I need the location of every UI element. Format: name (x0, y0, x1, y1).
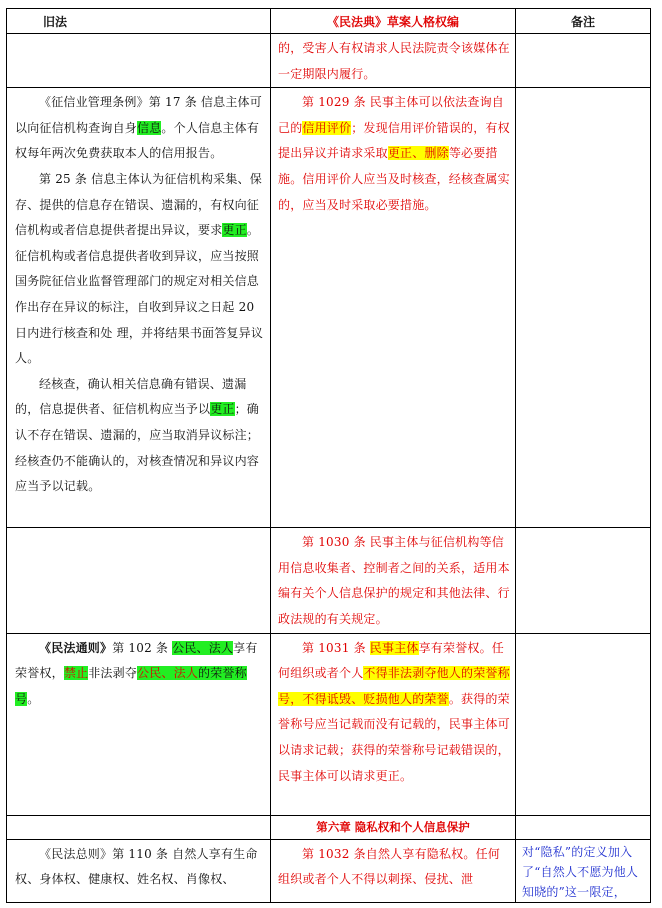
highlight-green: 更正 (210, 402, 235, 417)
text-span: 《民法通则》 (39, 640, 113, 655)
civil-code-cell (271, 839, 516, 902)
highlight-green: 公民、法人 (137, 666, 199, 681)
old-law-text: 《民法总则》第 110 条 自然人享有生命权、身体权、健康权、姓名权、肖像权、 (15, 846, 258, 887)
note-cell (516, 633, 651, 815)
old-law-paragraph (15, 372, 264, 500)
text-span: 享有荣誉权， (15, 640, 258, 681)
highlight-green: 公民、法人 (172, 640, 234, 655)
old-law-paragraph (15, 90, 264, 167)
note-header: 备注 (516, 9, 651, 34)
old-law-cell (7, 528, 271, 633)
highlight-green: 禁止 (63, 666, 89, 681)
text-span: 《征信业管理条例》第 17 条 信息主体可以向征信机构查询自身 (15, 95, 262, 135)
note-cell (516, 839, 651, 902)
highlight-green: 的荣誉称号 (15, 666, 247, 706)
civil-code-cell (271, 633, 516, 815)
text-span: ；确认不存在错误、遗漏的，应当取消异议标注；经核查仍不能确认的，对核查情况和异议内容应当予以记载。 (15, 402, 260, 494)
chapter-cell (271, 815, 516, 839)
civil-code-header: 《民法典》草案人格权编 (271, 9, 516, 34)
text-span: 经核查，确认相关信息确有错误、遗漏的，信息提供者、征信机构应当予以 (15, 376, 247, 417)
header-row (7, 9, 651, 34)
highlight-yellow: 民事主体 (369, 640, 419, 655)
text-span: 享有荣誉权。任何组织或者个人 (278, 640, 505, 681)
text-span: 第 1031 条 (302, 640, 370, 655)
text-span: 等必要措施。信用评价人应当及时核查，经核查属实的，应当及时采取必要措施。 (278, 146, 510, 212)
civil-code-paragraph (278, 636, 511, 790)
text-span: ；发现信用评价错误的，有权提出异议并请求采取 (278, 120, 510, 161)
old-law-paragraph (15, 636, 264, 713)
table-row (7, 34, 651, 88)
text-span: 第 1029 条 民事主体可以依法查询自己的 (278, 95, 504, 135)
text-span: 非法剥夺 (88, 666, 138, 681)
highlight-green: 更正 (222, 223, 247, 238)
text-span: 第 102 条 (112, 640, 173, 655)
chapter-title: 第六章 隐私权和个人信息保护 (316, 820, 470, 835)
old-law-cell (7, 88, 271, 528)
highlight-yellow: 不得非法剥夺他人的荣誉称号，不得诋毁、贬损他人的荣誉 (278, 666, 510, 706)
law-comparison-table (6, 8, 651, 903)
civil-code-text: 第 1032 条自然人享有隐私权。任何组织或者个人不得以刺探、侵扰、泄 (278, 846, 500, 887)
old-law-cell (7, 34, 271, 88)
text-span: 。获得的荣誉称号应当记载而没有记载的，民事主体可以请求记载；获得的荣誉称号记载错误的，民事主体可以请求更正。 (278, 691, 510, 783)
old-law-cell (7, 815, 271, 839)
highlight-yellow: 更正、删除 (387, 146, 449, 161)
note-cell (516, 88, 651, 528)
table-row (7, 839, 651, 902)
text-span: 。个人信息主体有权每年两次免费获取本人的信用报告。 (15, 120, 260, 161)
civil-code-cell (271, 88, 516, 528)
old-law-cell (7, 839, 271, 902)
note-cell (516, 34, 651, 88)
civil-code-text: 的，受害人有权请求人民法院责令该媒体在一定期限内履行。 (278, 41, 510, 81)
note-cell (516, 815, 651, 839)
table-row (7, 528, 651, 633)
note-text: 对“隐私”的定义加入了“自然人不愿为他人知晓的”这一限定， (522, 844, 639, 899)
old-law-paragraph (15, 167, 264, 372)
old-law-header: 旧法 (7, 9, 271, 34)
civil-code-cell (271, 528, 516, 633)
civil-code-text: 第 1030 条 民事主体与征信机构等信用信息收集者、控制者之间的关系，适用本编有关个人信息保护的规定和其他法律、行政法规的有关规定。 (278, 535, 510, 626)
text-span: 第 25 条 信息主体认为征信机构采集、保存、提供的信息存在错误、遗漏的，有权向征信机构或者信息提供者提出异议，要求 (15, 171, 262, 238)
note-cell (516, 528, 651, 633)
civil-code-cell (271, 34, 516, 88)
text-span: 。征信机构或者信息提供者收到异议，应当按照国务院征信业监督管理部门的规定对相关信息作出存在异议的标注，自收到异议之日起 20 日内进行核查和处 理，并将结果书面答复异议人。 (15, 223, 264, 366)
text-span: 。 (27, 691, 40, 706)
table-row (7, 88, 651, 528)
table-row (7, 633, 651, 815)
highlight-green: 信息 (137, 120, 162, 135)
civil-code-paragraph (278, 90, 511, 218)
old-law-cell (7, 633, 271, 815)
highlight-yellow: 信用评价 (302, 120, 352, 135)
table-row (7, 815, 651, 839)
